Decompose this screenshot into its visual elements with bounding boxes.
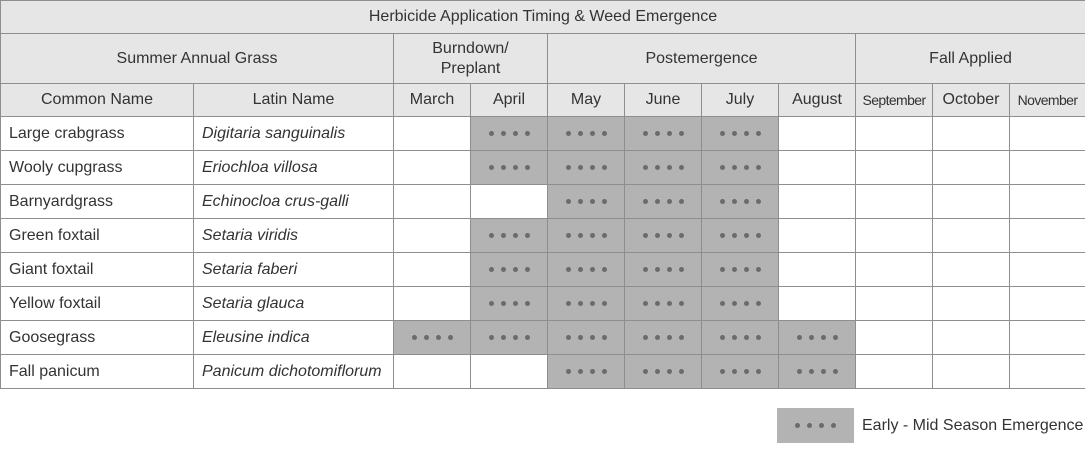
emergence-cell-may: [548, 355, 625, 389]
emergence-cell-june: [625, 185, 702, 219]
month-header-july: July: [702, 84, 779, 117]
emergence-cell-april: [471, 287, 548, 321]
emergence-dots-icon: [720, 369, 761, 374]
emergence-dots-icon: [643, 233, 684, 238]
emergence-dots-icon: [643, 301, 684, 306]
common-name-cell: Green foxtail: [1, 219, 194, 253]
common-name-cell: Wooly cupgrass: [1, 151, 194, 185]
emergence-cell-march: [394, 185, 471, 219]
emergence-cell-july: [702, 253, 779, 287]
emergence-cell-july: [702, 287, 779, 321]
emergence-cell-october: [933, 185, 1010, 219]
emergence-dots-icon: [566, 233, 607, 238]
table-title: Herbicide Application Timing & Weed Emergence: [1, 1, 1085, 34]
emergence-dots-icon: [797, 369, 838, 374]
emergence-cell-july: [702, 355, 779, 389]
emergence-cell-march: [394, 117, 471, 151]
emergence-cell-september: [856, 355, 933, 389]
emergence-dots-icon: [566, 369, 607, 374]
latin-name-cell: Setaria glauca: [194, 287, 394, 321]
emergence-dots-icon: [643, 131, 684, 136]
emergence-cell-march: [394, 253, 471, 287]
emergence-cell-july: [702, 321, 779, 355]
emergence-cell-may: [548, 287, 625, 321]
emergence-dots-icon: [720, 267, 761, 272]
table-row: [1, 321, 1085, 355]
emergence-cell-august: [779, 219, 856, 253]
emergence-dots-icon: [412, 335, 453, 340]
latin-name-cell: Setaria faberi: [194, 253, 394, 287]
emergence-dots-icon: [489, 165, 530, 170]
table-row: [1, 117, 1085, 151]
emergence-cell-march: [394, 355, 471, 389]
emergence-cell-november: [1010, 151, 1085, 185]
emergence-cell-june: [625, 355, 702, 389]
column-header-latin-name: Latin Name: [194, 84, 394, 117]
emergence-dots-icon: [720, 131, 761, 136]
emergence-cell-august: [779, 117, 856, 151]
month-header-june: June: [625, 84, 702, 117]
emergence-cell-july: [702, 185, 779, 219]
common-name-cell: Goosegrass: [1, 321, 194, 355]
emergence-dots-icon: [489, 233, 530, 238]
burndown-label: Burndown/: [432, 39, 509, 57]
emergence-cell-september: [856, 287, 933, 321]
emergence-dots-icon: [720, 199, 761, 204]
latin-name-cell: Eleusine indica: [194, 321, 394, 355]
emergence-cell-october: [933, 117, 1010, 151]
emergence-cell-april: [471, 219, 548, 253]
emergence-cell-april: [471, 321, 548, 355]
emergence-cell-november: [1010, 287, 1085, 321]
legend: [777, 408, 1083, 443]
emergence-cell-june: [625, 253, 702, 287]
emergence-dots-icon: [795, 423, 836, 428]
common-name-cell: Fall panicum: [1, 355, 194, 389]
emergence-cell-september: [856, 321, 933, 355]
emergence-cell-april: [471, 253, 548, 287]
emergence-cell-october: [933, 355, 1010, 389]
emergence-cell-may: [548, 219, 625, 253]
latin-name-cell: Eriochloa villosa: [194, 151, 394, 185]
emergence-cell-march: [394, 151, 471, 185]
emergence-cell-april: [471, 151, 548, 185]
emergence-dots-icon: [566, 335, 607, 340]
emergence-cell-may: [548, 321, 625, 355]
emergence-dots-icon: [643, 267, 684, 272]
emergence-cell-september: [856, 117, 933, 151]
emergence-dots-icon: [643, 369, 684, 374]
emergence-cell-july: [702, 219, 779, 253]
table-row: [1, 355, 1085, 389]
emergence-cell-may: [548, 253, 625, 287]
emergence-cell-april: [471, 117, 548, 151]
emergence-cell-september: [856, 253, 933, 287]
emergence-cell-october: [933, 321, 1010, 355]
table-row: [1, 185, 1085, 219]
emergence-cell-march: [394, 219, 471, 253]
common-name-cell: Large crabgrass: [1, 117, 194, 151]
emergence-cell-june: [625, 321, 702, 355]
emergence-cell-march: [394, 321, 471, 355]
emergence-cell-july: [702, 151, 779, 185]
month-header-november: November: [1010, 84, 1085, 117]
month-header-october: October: [933, 84, 1010, 117]
emergence-cell-november: [1010, 117, 1085, 151]
month-header-august: August: [779, 84, 856, 117]
emergence-dots-icon: [720, 301, 761, 306]
emergence-cell-may: [548, 117, 625, 151]
latin-name-cell: Echinocloa crus-galli: [194, 185, 394, 219]
emergence-cell-october: [933, 219, 1010, 253]
group-postemergence: Postemergence: [548, 34, 856, 84]
emergence-cell-november: [1010, 219, 1085, 253]
emergence-dots-icon: [643, 335, 684, 340]
legend-swatch: [777, 408, 854, 443]
preplant-label: Preplant: [440, 59, 501, 77]
month-header-march: March: [394, 84, 471, 117]
latin-name-cell: Panicum dichotomiflorum: [194, 355, 394, 389]
emergence-cell-november: [1010, 355, 1085, 389]
emergence-cell-may: [548, 185, 625, 219]
emergence-cell-november: [1010, 321, 1085, 355]
emergence-cell-october: [933, 151, 1010, 185]
emergence-cell-november: [1010, 253, 1085, 287]
emergence-cell-june: [625, 287, 702, 321]
table-row: [1, 219, 1085, 253]
emergence-cell-june: [625, 117, 702, 151]
table-row: [1, 287, 1085, 321]
emergence-cell-november: [1010, 185, 1085, 219]
emergence-dots-icon: [489, 131, 530, 136]
latin-name-cell: Setaria viridis: [194, 219, 394, 253]
emergence-cell-august: [779, 287, 856, 321]
emergence-dots-icon: [643, 199, 684, 204]
table-row: [1, 253, 1085, 287]
common-name-cell: Yellow foxtail: [1, 287, 194, 321]
emergence-cell-september: [856, 219, 933, 253]
group-burndown-preplant: [394, 34, 548, 84]
emergence-dots-icon: [720, 335, 761, 340]
month-header-april: April: [471, 84, 548, 117]
emergence-cell-august: [779, 151, 856, 185]
emergence-dots-icon: [797, 335, 838, 340]
group-fall-applied: Fall Applied: [856, 34, 1085, 84]
emergence-cell-april: [471, 355, 548, 389]
emergence-cell-october: [933, 287, 1010, 321]
emergence-dots-icon: [643, 165, 684, 170]
emergence-dots-icon: [489, 335, 530, 340]
common-name-cell: Barnyardgrass: [1, 185, 194, 219]
group-summer-annual-grass: Summer Annual Grass: [1, 34, 394, 84]
emergence-cell-may: [548, 151, 625, 185]
emergence-cell-september: [856, 185, 933, 219]
emergence-dots-icon: [566, 131, 607, 136]
emergence-dots-icon: [489, 267, 530, 272]
table-row: [1, 151, 1085, 185]
emergence-dots-icon: [489, 301, 530, 306]
emergence-cell-september: [856, 151, 933, 185]
emergence-cell-august: [779, 321, 856, 355]
emergence-cell-october: [933, 253, 1010, 287]
emergence-cell-june: [625, 151, 702, 185]
legend-label: Early - Mid Season Emergence: [862, 416, 1084, 434]
emergence-cell-july: [702, 117, 779, 151]
emergence-dots-icon: [566, 267, 607, 272]
emergence-cell-august: [779, 355, 856, 389]
latin-name-cell: Digitaria sanguinalis: [194, 117, 394, 151]
emergence-dots-icon: [566, 165, 607, 170]
month-header-september: September: [856, 84, 933, 117]
emergence-dots-icon: [566, 301, 607, 306]
emergence-dots-icon: [720, 165, 761, 170]
emergence-dots-icon: [566, 199, 607, 204]
emergence-cell-august: [779, 185, 856, 219]
weed-rows: [1, 117, 1085, 389]
emergence-cell-june: [625, 219, 702, 253]
emergence-cell-april: [471, 185, 548, 219]
emergence-dots-icon: [720, 233, 761, 238]
emergence-cell-march: [394, 287, 471, 321]
column-header-common-name: Common Name: [1, 84, 194, 117]
month-header-may: May: [548, 84, 625, 117]
emergence-cell-august: [779, 253, 856, 287]
common-name-cell: Giant foxtail: [1, 253, 194, 287]
